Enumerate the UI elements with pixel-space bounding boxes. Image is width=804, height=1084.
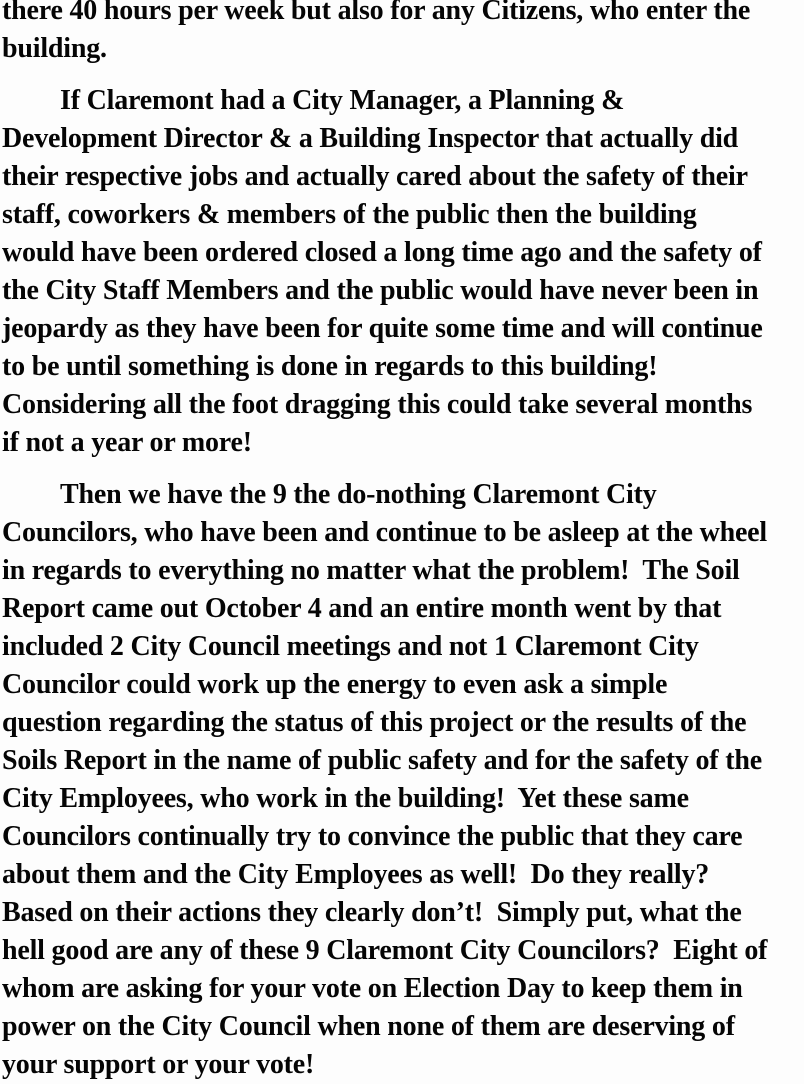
text-line: If Claremont had a City Manager, a Planning & — [60, 85, 625, 116]
text-line: Report came out October 4 and an entire month went by that — [2, 593, 722, 624]
text-line: power on the City Council when none of them are deserving of — [2, 1011, 735, 1042]
text-line: if not a year or more! — [2, 427, 252, 458]
text-line: included 2 City Council meetings and not 1 Claremont City — [2, 631, 699, 662]
text-line: would have been ordered closed a long time ago and the safety of — [2, 237, 762, 268]
text-line: there 40 hours per week but also for any Citizens, who enter the — [2, 0, 751, 26]
paragraph — [2, 82, 802, 462]
text-line: Councilors, who have been and continue to be asleep at the wheel — [2, 517, 767, 548]
text-line: Based on their actions they clearly don’t! Simply put, what the — [2, 897, 742, 928]
text-line: Considering all the foot dragging this could take several months — [2, 389, 753, 420]
paragraph — [2, 0, 802, 68]
paragraph — [2, 476, 802, 1084]
text-line: Development Director & a Building Inspector that actually did — [2, 123, 739, 154]
text-line: Councilor could work up the energy to even ask a simple — [2, 669, 668, 700]
text-line: staff, coworkers & members of the public then the building — [2, 199, 697, 230]
text-line: hell good are any of these 9 Claremont City Councilors? Eight of — [2, 935, 768, 966]
text-line: to be until something is done in regards to this building! — [2, 351, 658, 382]
text-line: City Employees, who work in the building! Yet these same — [2, 783, 689, 814]
text-line: in regards to everything no matter what the problem! The Soil — [2, 555, 740, 586]
text-line: your support or your vote! — [2, 1049, 315, 1080]
text-line: about them and the City Employees as well! Do they really? — [2, 859, 710, 890]
text-line: the City Staff Members and the public would have never been in — [2, 275, 759, 306]
text-line: their respective jobs and actually cared about the safety of their — [2, 161, 748, 192]
text-line: Councilors continually try to convince the public that they care — [2, 821, 743, 852]
text-line: whom are asking for your vote on Election Day to keep them in — [2, 973, 743, 1004]
text-line: question regarding the status of this project or the results of the — [2, 707, 747, 738]
text-line: Soils Report in the name of public safety and for the safety of the — [2, 745, 762, 776]
text-line: building. — [2, 33, 107, 64]
text-line: jeopardy as they have been for quite some time and will continue — [2, 313, 763, 344]
text-line: Then we have the 9 the do-nothing Claremont City — [60, 479, 657, 510]
